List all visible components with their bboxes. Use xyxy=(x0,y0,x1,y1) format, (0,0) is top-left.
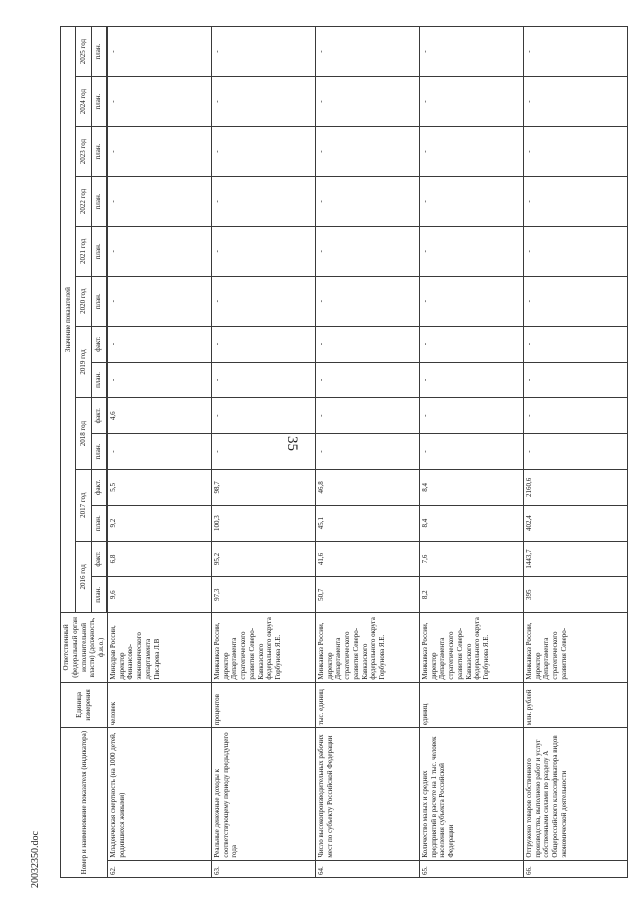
header-year-2025: 2025 год xyxy=(76,27,91,77)
table-row xyxy=(211,27,315,878)
unit-cell: процентов xyxy=(211,682,315,728)
header-year-2024: 2024 год xyxy=(76,77,91,127)
header-plan: план. xyxy=(91,434,106,470)
table-row xyxy=(523,27,627,878)
header-fact: факт. xyxy=(91,469,106,505)
value-2018-plan: - xyxy=(419,434,523,470)
header-year-2023: 2023 год xyxy=(76,127,91,177)
header-plan: план. xyxy=(91,27,106,77)
value-2020-plan: - xyxy=(211,276,315,326)
value-2020-plan: - xyxy=(419,276,523,326)
value-2023-plan: - xyxy=(107,127,211,177)
indicator-name: Число высокопроизводительных рабочих мест по субъекту Российской Федерации xyxy=(315,728,419,860)
value-2019-fact: - xyxy=(419,326,523,362)
value-2016-fact: 6,8 xyxy=(107,541,211,577)
value-2019-fact: - xyxy=(107,326,211,362)
value-2021-plan: - xyxy=(211,226,315,276)
value-2018-plan: - xyxy=(107,434,211,470)
value-2016-plan: 50,7 xyxy=(315,577,419,613)
header-year-2018: 2018 год xyxy=(76,398,91,470)
header-year-2019: 2019 год xyxy=(76,326,91,398)
value-2018-fact: 4,6 xyxy=(107,398,211,434)
indicator-name: Отгружено товаров собственного производства, выполнено работ и услуг собственными силами по разделу A Общероссийского классификатора видов экономической деятельности xyxy=(523,728,627,860)
header-number-name: Номер и наименование показателя (индикатора) xyxy=(61,728,108,878)
value-2022-plan: - xyxy=(419,176,523,226)
header-values-group: Значение показателей xyxy=(61,27,76,613)
value-2020-plan: - xyxy=(523,276,627,326)
value-2025-plan: - xyxy=(211,27,315,77)
table-row xyxy=(315,27,419,878)
unit-cell: млн. рублей xyxy=(523,682,627,728)
row-number: 64. xyxy=(315,860,419,877)
header-fact: факт. xyxy=(91,541,106,577)
value-2017-fact: 2160,6 xyxy=(523,469,627,505)
value-2018-fact: - xyxy=(523,398,627,434)
value-2025-plan: - xyxy=(523,27,627,77)
value-2017-plan: 45,1 xyxy=(315,505,419,541)
responsible-cell: Минкавказ России, директор Департамента стратегического развития Северо-Кавказского федерального округа Горбунова Я.Е. xyxy=(419,613,523,682)
value-2021-plan: - xyxy=(523,226,627,276)
value-2018-plan: - xyxy=(211,434,315,470)
header-plan: план. xyxy=(91,505,106,541)
value-2016-plan: 8,2 xyxy=(419,577,523,613)
value-2019-plan: - xyxy=(211,362,315,398)
row-number: 63. xyxy=(211,860,315,877)
page-number: 35 xyxy=(284,436,300,451)
header-year-2020: 2020 год xyxy=(76,276,91,326)
indicator-name: Количество малых и средних предприятий в расчете на 1 тыс. человек населения субъекта Российской Федерации xyxy=(419,728,523,860)
responsible-cell: Минкавказ России, директор Департамента стратегического развития Северо-Кавказского федерального округа Горбунова Я.Е. xyxy=(211,613,315,682)
value-2024-plan: - xyxy=(107,77,211,127)
value-2018-plan: - xyxy=(315,434,419,470)
value-2018-fact: - xyxy=(315,398,419,434)
value-2017-fact: 8,4 xyxy=(419,469,523,505)
value-2022-plan: - xyxy=(523,176,627,226)
value-2023-plan: - xyxy=(523,127,627,177)
indicator-name: Реальные денежные доходы к соответствующему периоду предыдущего года xyxy=(211,728,315,860)
value-2016-plan: 97,3 xyxy=(211,577,315,613)
value-2021-plan: - xyxy=(107,226,211,276)
value-2024-plan: - xyxy=(523,77,627,127)
value-2019-fact: - xyxy=(315,326,419,362)
row-number: 62. xyxy=(107,860,211,877)
header-responsible: Ответственный (федеральный орган исполнительной власти) (должность, ф.и.о.) xyxy=(61,613,108,682)
unit-cell: человек xyxy=(107,682,211,728)
value-2019-plan: - xyxy=(315,362,419,398)
value-2018-fact: - xyxy=(419,398,523,434)
value-2023-plan: - xyxy=(211,127,315,177)
header-plan: план. xyxy=(91,362,106,398)
table-row xyxy=(419,27,523,878)
header-fact: факт. xyxy=(91,398,106,434)
responsible-cell: Минкавказ России, директор Департамента стратегического развития Северо- xyxy=(523,613,627,682)
value-2020-plan: - xyxy=(107,276,211,326)
filename: 20032350.doc xyxy=(30,831,41,888)
value-2019-plan: - xyxy=(107,362,211,398)
table-row xyxy=(107,27,211,878)
value-2019-plan: - xyxy=(419,362,523,398)
indicator-table xyxy=(60,26,628,878)
row-number: 66. xyxy=(523,860,627,877)
value-2016-fact: 1443,7 xyxy=(523,541,627,577)
value-2018-plan: - xyxy=(523,434,627,470)
value-2016-fact: 41,6 xyxy=(315,541,419,577)
value-2017-plan: 9,2 xyxy=(107,505,211,541)
value-2017-fact: 46,8 xyxy=(315,469,419,505)
header-plan: план. xyxy=(91,77,106,127)
responsible-cell: Минкавказ России, директор Департамента стратегического развития Северо-Кавказского федерального округа Горбунова Я.Е. xyxy=(315,613,419,682)
header-plan: план. xyxy=(91,176,106,226)
value-2017-fact: 98,7 xyxy=(211,469,315,505)
value-2025-plan: - xyxy=(315,27,419,77)
value-2020-plan: - xyxy=(315,276,419,326)
value-2017-fact: 5,5 xyxy=(107,469,211,505)
row-number: 65. xyxy=(419,860,523,877)
header-plan: план. xyxy=(91,577,106,613)
responsible-cell: Минздрав России, директор Финансово-экономического департамента Писарева Л.В xyxy=(107,613,211,682)
value-2019-plan: - xyxy=(523,362,627,398)
header-fact: факт. xyxy=(91,326,106,362)
value-2019-fact: - xyxy=(523,326,627,362)
value-2021-plan: - xyxy=(315,226,419,276)
header-year-2021: 2021 год xyxy=(76,226,91,276)
value-2025-plan: - xyxy=(107,27,211,77)
header-plan: план. xyxy=(91,127,106,177)
header-year-2017: 2017 год xyxy=(76,469,91,541)
value-2016-plan: 9,6 xyxy=(107,577,211,613)
value-2025-plan: - xyxy=(419,27,523,77)
value-2024-plan: - xyxy=(211,77,315,127)
unit-cell: единиц xyxy=(419,682,523,728)
indicator-name: Младенческая смертность (на 1000 детей, родившихся живыми) xyxy=(107,728,211,860)
value-2016-fact: 95,2 xyxy=(211,541,315,577)
value-2016-fact: 7,6 xyxy=(419,541,523,577)
header-year-2016: 2016 год xyxy=(76,541,91,613)
header-unit: Единица измерения xyxy=(61,682,108,728)
unit-cell: тыс. единиц xyxy=(315,682,419,728)
header-year-2022: 2022 год xyxy=(76,176,91,226)
indicator-table-rotated xyxy=(60,26,620,878)
value-2024-plan: - xyxy=(315,77,419,127)
value-2017-plan: 402,4 xyxy=(523,505,627,541)
header-plan: план. xyxy=(91,276,106,326)
value-2021-plan: - xyxy=(419,226,523,276)
value-2017-plan: 100,3 xyxy=(211,505,315,541)
value-2017-plan: 8,4 xyxy=(419,505,523,541)
value-2024-plan: - xyxy=(419,77,523,127)
value-2022-plan: - xyxy=(211,176,315,226)
header-plan: план. xyxy=(91,226,106,276)
value-2019-fact: - xyxy=(211,326,315,362)
value-2023-plan: - xyxy=(419,127,523,177)
value-2023-plan: - xyxy=(315,127,419,177)
value-2022-plan: - xyxy=(107,176,211,226)
value-2022-plan: - xyxy=(315,176,419,226)
value-2016-plan: 395 xyxy=(523,577,627,613)
value-2018-fact: - xyxy=(211,398,315,434)
